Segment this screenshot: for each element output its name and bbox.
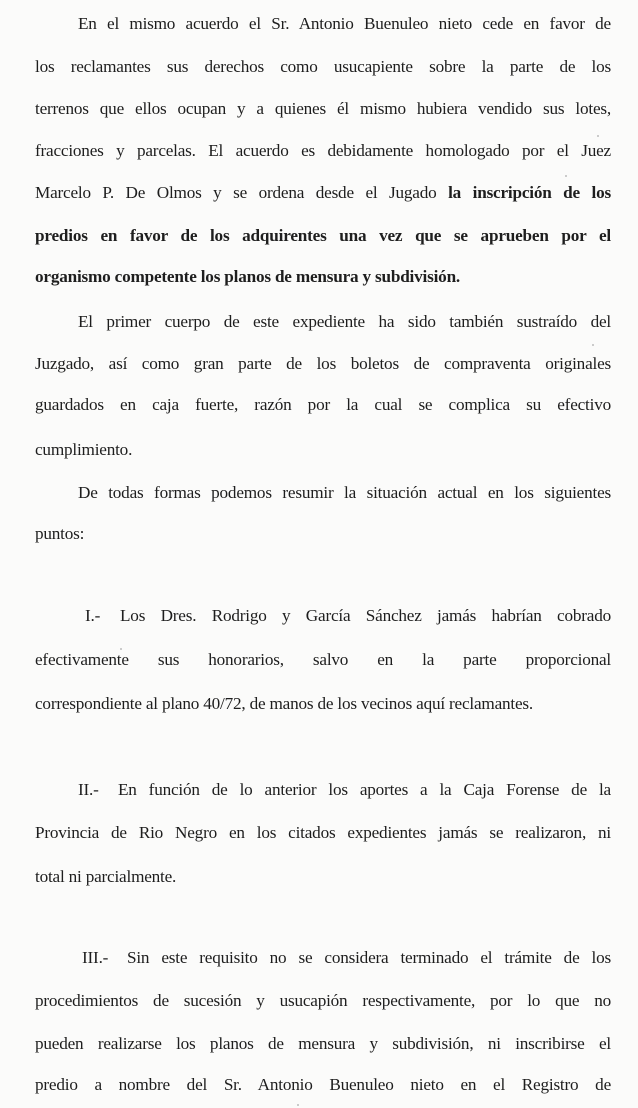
scan-speck xyxy=(597,135,599,137)
paragraph-1-line-1: En el mismo acuerdo el Sr. Antonio Buenuleo nieto cede en favor de xyxy=(78,14,611,33)
paragraph-1-line-6: predios en favor de los adquirentes una vez que se aprueben por el xyxy=(35,226,611,245)
point-3-number: III.- xyxy=(82,948,109,967)
point-2-line-2: Provincia de Rio Negro en los citados expedientes jamás se realizaron, ni xyxy=(35,823,611,842)
paragraph-2-line-2: Juzgado, así como gran parte de los boletos de compraventa originales xyxy=(35,354,611,373)
paragraph-1-line-2: los reclamantes sus derechos como usucapiente sobre la parte de los xyxy=(35,57,611,76)
point-1-line-2: efectivamente sus honorarios, salvo en la parte proporcional xyxy=(35,650,611,669)
paragraph-3-line-1: De todas formas podemos resumir la situación actual en los siguientes xyxy=(78,483,611,502)
paragraph-2-line-4: cumplimiento. xyxy=(35,440,133,459)
point-3-line-2: procedimientos de sucesión y usucapión respectivamente, por lo que no xyxy=(35,991,611,1010)
paragraph-2-line-3: guardados en caja fuerte, razón por la cual se complica su efectivo xyxy=(35,395,611,414)
point-3-line-4: predio a nombre del Sr. Antonio Buenuleo nieto en el Registro de xyxy=(35,1075,611,1094)
point-1-line-1 xyxy=(85,606,611,626)
scan-speck xyxy=(120,648,122,650)
point-3-line-3: pueden realizarse los planos de mensura y subdivisión, ni inscribirse el xyxy=(35,1034,611,1053)
point-1-text: Los Dres. Rodrigo y García Sánchez jamás habrían cobrado xyxy=(120,606,611,625)
point-1-number: I.- xyxy=(85,606,101,625)
point-2-number: II.- xyxy=(78,780,99,799)
paragraph-1-line-5 xyxy=(35,183,611,203)
paragraph-1-line-3: terrenos que ellos ocupan y a quienes él mismo hubiera vendido sus lotes, xyxy=(35,99,611,118)
paragraph-3-line-2: puntos: xyxy=(35,524,85,543)
point-3-text: Sin este requisito no se considera terminado el trámite de los xyxy=(127,948,611,967)
paragraph-1-line-7: organismo competente los planos de mensura y subdivisión. xyxy=(35,267,461,286)
scan-speck xyxy=(297,1104,299,1106)
point-2-text: En función de lo anterior los aportes a la Caja Forense de la xyxy=(118,780,611,799)
point-2-line-1 xyxy=(78,780,611,800)
paragraph-1-line-4: fracciones y parcelas. El acuerdo es debidamente homologado por el Juez xyxy=(35,141,611,160)
point-1-line-3: correspondiente al plano 40/72, de manos de los vecinos aquí reclamantes. xyxy=(35,694,534,713)
point-3-line-1 xyxy=(82,948,611,968)
paragraph-1-line-5-bold: la inscripción de los xyxy=(448,183,611,202)
scan-speck xyxy=(565,175,567,177)
point-2-line-3: total ni parcialmente. xyxy=(35,867,177,886)
paragraph-1-line-5-normal: Marcelo P. De Olmos y se ordena desde el Jugado xyxy=(35,183,449,202)
scan-speck xyxy=(592,344,594,346)
paragraph-2-line-1: El primer cuerpo de este expediente ha sido también sustraído del xyxy=(78,312,611,331)
